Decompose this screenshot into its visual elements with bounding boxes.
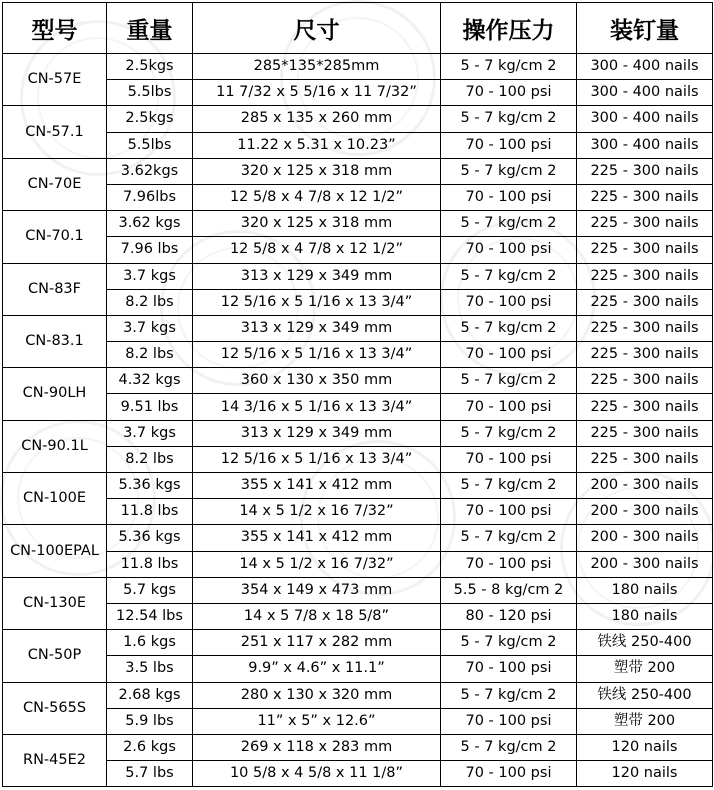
table-row [3, 656, 713, 682]
cell-size: 251 x 117 x 282 mm [193, 630, 441, 656]
table-row [3, 551, 713, 577]
table-row [3, 603, 713, 629]
cell-capacity: 225 - 300 nails [577, 237, 713, 263]
cell-capacity: 120 nails [577, 761, 713, 787]
cell-capacity: 225 - 300 nails [577, 315, 713, 341]
table-row [3, 682, 713, 708]
table-row [3, 499, 713, 525]
cell-pressure: 5 - 7 kg/cm 2 [441, 263, 577, 289]
cell-size: 320 x 125 x 318 mm [193, 211, 441, 237]
table-row [3, 761, 713, 787]
cell-pressure: 5 - 7 kg/cm 2 [441, 682, 577, 708]
cell-pressure: 70 - 100 psi [441, 394, 577, 420]
table-row [3, 54, 713, 80]
cell-weight: 5.5lbs [107, 132, 193, 158]
cell-size: 285*135*285mm [193, 54, 441, 80]
cell-pressure: 5 - 7 kg/cm 2 [441, 734, 577, 760]
table-row [3, 132, 713, 158]
cell-size: 11” x 5” x 12.6” [193, 708, 441, 734]
table-row [3, 473, 713, 499]
cell-capacity: 300 - 400 nails [577, 132, 713, 158]
cell-weight: 5.36 kgs [107, 525, 193, 551]
cell-weight: 3.7 kgs [107, 315, 193, 341]
cell-size: 280 x 130 x 320 mm [193, 682, 441, 708]
cell-weight: 3.7 kgs [107, 420, 193, 446]
cell-weight: 7.96lbs [107, 184, 193, 210]
cell-size: 12 5/16 x 5 1/16 x 13 3/4” [193, 289, 441, 315]
cell-size: 12 5/8 x 4 7/8 x 12 1/2” [193, 237, 441, 263]
cell-capacity: 225 - 300 nails [577, 394, 713, 420]
cell-size: 14 x 5 1/2 x 16 7/32” [193, 499, 441, 525]
cell-model: CN-83F [3, 263, 107, 315]
cell-model: CN-70E [3, 158, 107, 210]
cell-capacity: 180 nails [577, 577, 713, 603]
table-row [3, 630, 713, 656]
cell-pressure: 5 - 7 kg/cm 2 [441, 473, 577, 499]
cell-weight: 11.8 lbs [107, 551, 193, 577]
cell-pressure: 70 - 100 psi [441, 761, 577, 787]
header-size: 尺寸 [193, 3, 441, 54]
cell-size: 313 x 129 x 349 mm [193, 420, 441, 446]
cell-pressure: 70 - 100 psi [441, 132, 577, 158]
cell-pressure: 70 - 100 psi [441, 446, 577, 472]
cell-weight: 3.5 lbs [107, 656, 193, 682]
cell-weight: 5.36 kgs [107, 473, 193, 499]
cell-size: 14 x 5 7/8 x 18 5/8” [193, 603, 441, 629]
spec-table [2, 2, 713, 787]
cell-model: CN-90LH [3, 368, 107, 420]
cell-weight: 8.2 lbs [107, 342, 193, 368]
table-row [3, 289, 713, 315]
cell-size: 285 x 135 x 260 mm [193, 106, 441, 132]
cell-pressure: 70 - 100 psi [441, 708, 577, 734]
cell-weight: 8.2 lbs [107, 446, 193, 472]
cell-weight: 2.5kgs [107, 54, 193, 80]
cell-model: CN-50P [3, 630, 107, 682]
cell-size: 269 x 118 x 283 mm [193, 734, 441, 760]
cell-pressure: 5 - 7 kg/cm 2 [441, 106, 577, 132]
cell-weight: 5.5lbs [107, 80, 193, 106]
cell-capacity: 200 - 300 nails [577, 525, 713, 551]
cell-capacity: 225 - 300 nails [577, 368, 713, 394]
cell-capacity: 225 - 300 nails [577, 342, 713, 368]
cell-pressure: 5 - 7 kg/cm 2 [441, 368, 577, 394]
header-model: 型号 [3, 3, 107, 54]
cell-capacity: 塑带 200 [577, 656, 713, 682]
cell-capacity: 225 - 300 nails [577, 211, 713, 237]
cell-size: 320 x 125 x 318 mm [193, 158, 441, 184]
table-row [3, 708, 713, 734]
table-row [3, 734, 713, 760]
cell-pressure: 80 - 120 psi [441, 603, 577, 629]
table-row [3, 315, 713, 341]
cell-weight: 1.6 kgs [107, 630, 193, 656]
cell-pressure: 70 - 100 psi [441, 656, 577, 682]
cell-pressure: 5 - 7 kg/cm 2 [441, 158, 577, 184]
cell-pressure: 5 - 7 kg/cm 2 [441, 630, 577, 656]
cell-weight: 2.6 kgs [107, 734, 193, 760]
cell-weight: 8.2 lbs [107, 289, 193, 315]
cell-weight: 7.96 lbs [107, 237, 193, 263]
table-row [3, 80, 713, 106]
table-row [3, 368, 713, 394]
cell-size: 313 x 129 x 349 mm [193, 263, 441, 289]
table-row [3, 158, 713, 184]
header-pressure: 操作压力 [441, 3, 577, 54]
cell-capacity: 铁线 250-400 [577, 630, 713, 656]
cell-capacity: 300 - 400 nails [577, 80, 713, 106]
table-row [3, 446, 713, 472]
cell-weight: 4.32 kgs [107, 368, 193, 394]
cell-capacity: 225 - 300 nails [577, 263, 713, 289]
cell-weight: 5.7 kgs [107, 577, 193, 603]
cell-pressure: 70 - 100 psi [441, 80, 577, 106]
table-row [3, 525, 713, 551]
cell-weight: 5.7 lbs [107, 761, 193, 787]
cell-capacity: 300 - 400 nails [577, 106, 713, 132]
cell-pressure: 5 - 7 kg/cm 2 [441, 525, 577, 551]
cell-capacity: 120 nails [577, 734, 713, 760]
cell-model: CN-83.1 [3, 315, 107, 367]
cell-size: 313 x 129 x 349 mm [193, 315, 441, 341]
table-row [3, 211, 713, 237]
cell-weight: 9.51 lbs [107, 394, 193, 420]
table-row [3, 106, 713, 132]
cell-size: 355 x 141 x 412 mm [193, 473, 441, 499]
cell-capacity: 225 - 300 nails [577, 184, 713, 210]
cell-capacity: 200 - 300 nails [577, 499, 713, 525]
cell-size: 14 x 5 1/2 x 16 7/32” [193, 551, 441, 577]
cell-size: 12 5/8 x 4 7/8 x 12 1/2” [193, 184, 441, 210]
cell-size: 11.22 x 5.31 x 10.23” [193, 132, 441, 158]
cell-capacity: 塑带 200 [577, 708, 713, 734]
cell-size: 10 5/8 x 4 5/8 x 11 1/8” [193, 761, 441, 787]
cell-model: CN-70.1 [3, 211, 107, 263]
cell-capacity: 225 - 300 nails [577, 446, 713, 472]
cell-capacity: 300 - 400 nails [577, 54, 713, 80]
cell-size: 11 7/32 x 5 5/16 x 11 7/32” [193, 80, 441, 106]
table-row [3, 237, 713, 263]
cell-capacity: 铁线 250-400 [577, 682, 713, 708]
table-row [3, 394, 713, 420]
cell-model: CN-100E [3, 473, 107, 525]
header-row [3, 3, 713, 54]
cell-model: RN-45E2 [3, 734, 107, 786]
cell-capacity: 180 nails [577, 603, 713, 629]
cell-size: 14 3/16 x 5 1/16 x 13 3/4” [193, 394, 441, 420]
cell-weight: 5.9 lbs [107, 708, 193, 734]
cell-model: CN-100EPAL [3, 525, 107, 577]
cell-pressure: 5 - 7 kg/cm 2 [441, 420, 577, 446]
cell-pressure: 5.5 - 8 kg/cm 2 [441, 577, 577, 603]
table-row [3, 263, 713, 289]
cell-size: 12 5/16 x 5 1/16 x 13 3/4” [193, 446, 441, 472]
cell-weight: 11.8 lbs [107, 499, 193, 525]
table-row [3, 420, 713, 446]
header-weight: 重量 [107, 3, 193, 54]
cell-capacity: 225 - 300 nails [577, 420, 713, 446]
cell-model: CN-130E [3, 577, 107, 629]
table-row [3, 342, 713, 368]
cell-weight: 12.54 lbs [107, 603, 193, 629]
cell-pressure: 70 - 100 psi [441, 342, 577, 368]
cell-model: CN-565S [3, 682, 107, 734]
table-row [3, 184, 713, 210]
cell-weight: 2.68 kgs [107, 682, 193, 708]
cell-size: 355 x 141 x 412 mm [193, 525, 441, 551]
cell-weight: 3.62kgs [107, 158, 193, 184]
cell-size: 354 x 149 x 473 mm [193, 577, 441, 603]
cell-size: 9.9” x 4.6” x 11.1” [193, 656, 441, 682]
cell-pressure: 70 - 100 psi [441, 499, 577, 525]
cell-capacity: 225 - 300 nails [577, 289, 713, 315]
cell-pressure: 70 - 100 psi [441, 184, 577, 210]
cell-model: CN-90.1L [3, 420, 107, 472]
cell-size: 360 x 130 x 350 mm [193, 368, 441, 394]
cell-model: CN-57.1 [3, 106, 107, 158]
cell-weight: 3.7 kgs [107, 263, 193, 289]
header-capacity: 装钉量 [577, 3, 713, 54]
cell-pressure: 70 - 100 psi [441, 289, 577, 315]
cell-weight: 2.5kgs [107, 106, 193, 132]
cell-pressure: 5 - 7 kg/cm 2 [441, 315, 577, 341]
cell-capacity: 225 - 300 nails [577, 158, 713, 184]
cell-capacity: 200 - 300 nails [577, 473, 713, 499]
cell-size: 12 5/16 x 5 1/16 x 13 3/4” [193, 342, 441, 368]
table-row [3, 577, 713, 603]
cell-pressure: 70 - 100 psi [441, 551, 577, 577]
cell-weight: 3.62 kgs [107, 211, 193, 237]
cell-capacity: 200 - 300 nails [577, 551, 713, 577]
cell-pressure: 5 - 7 kg/cm 2 [441, 211, 577, 237]
cell-pressure: 70 - 100 psi [441, 237, 577, 263]
cell-model: CN-57E [3, 54, 107, 106]
spec-table-body [3, 54, 713, 787]
cell-pressure: 5 - 7 kg/cm 2 [441, 54, 577, 80]
